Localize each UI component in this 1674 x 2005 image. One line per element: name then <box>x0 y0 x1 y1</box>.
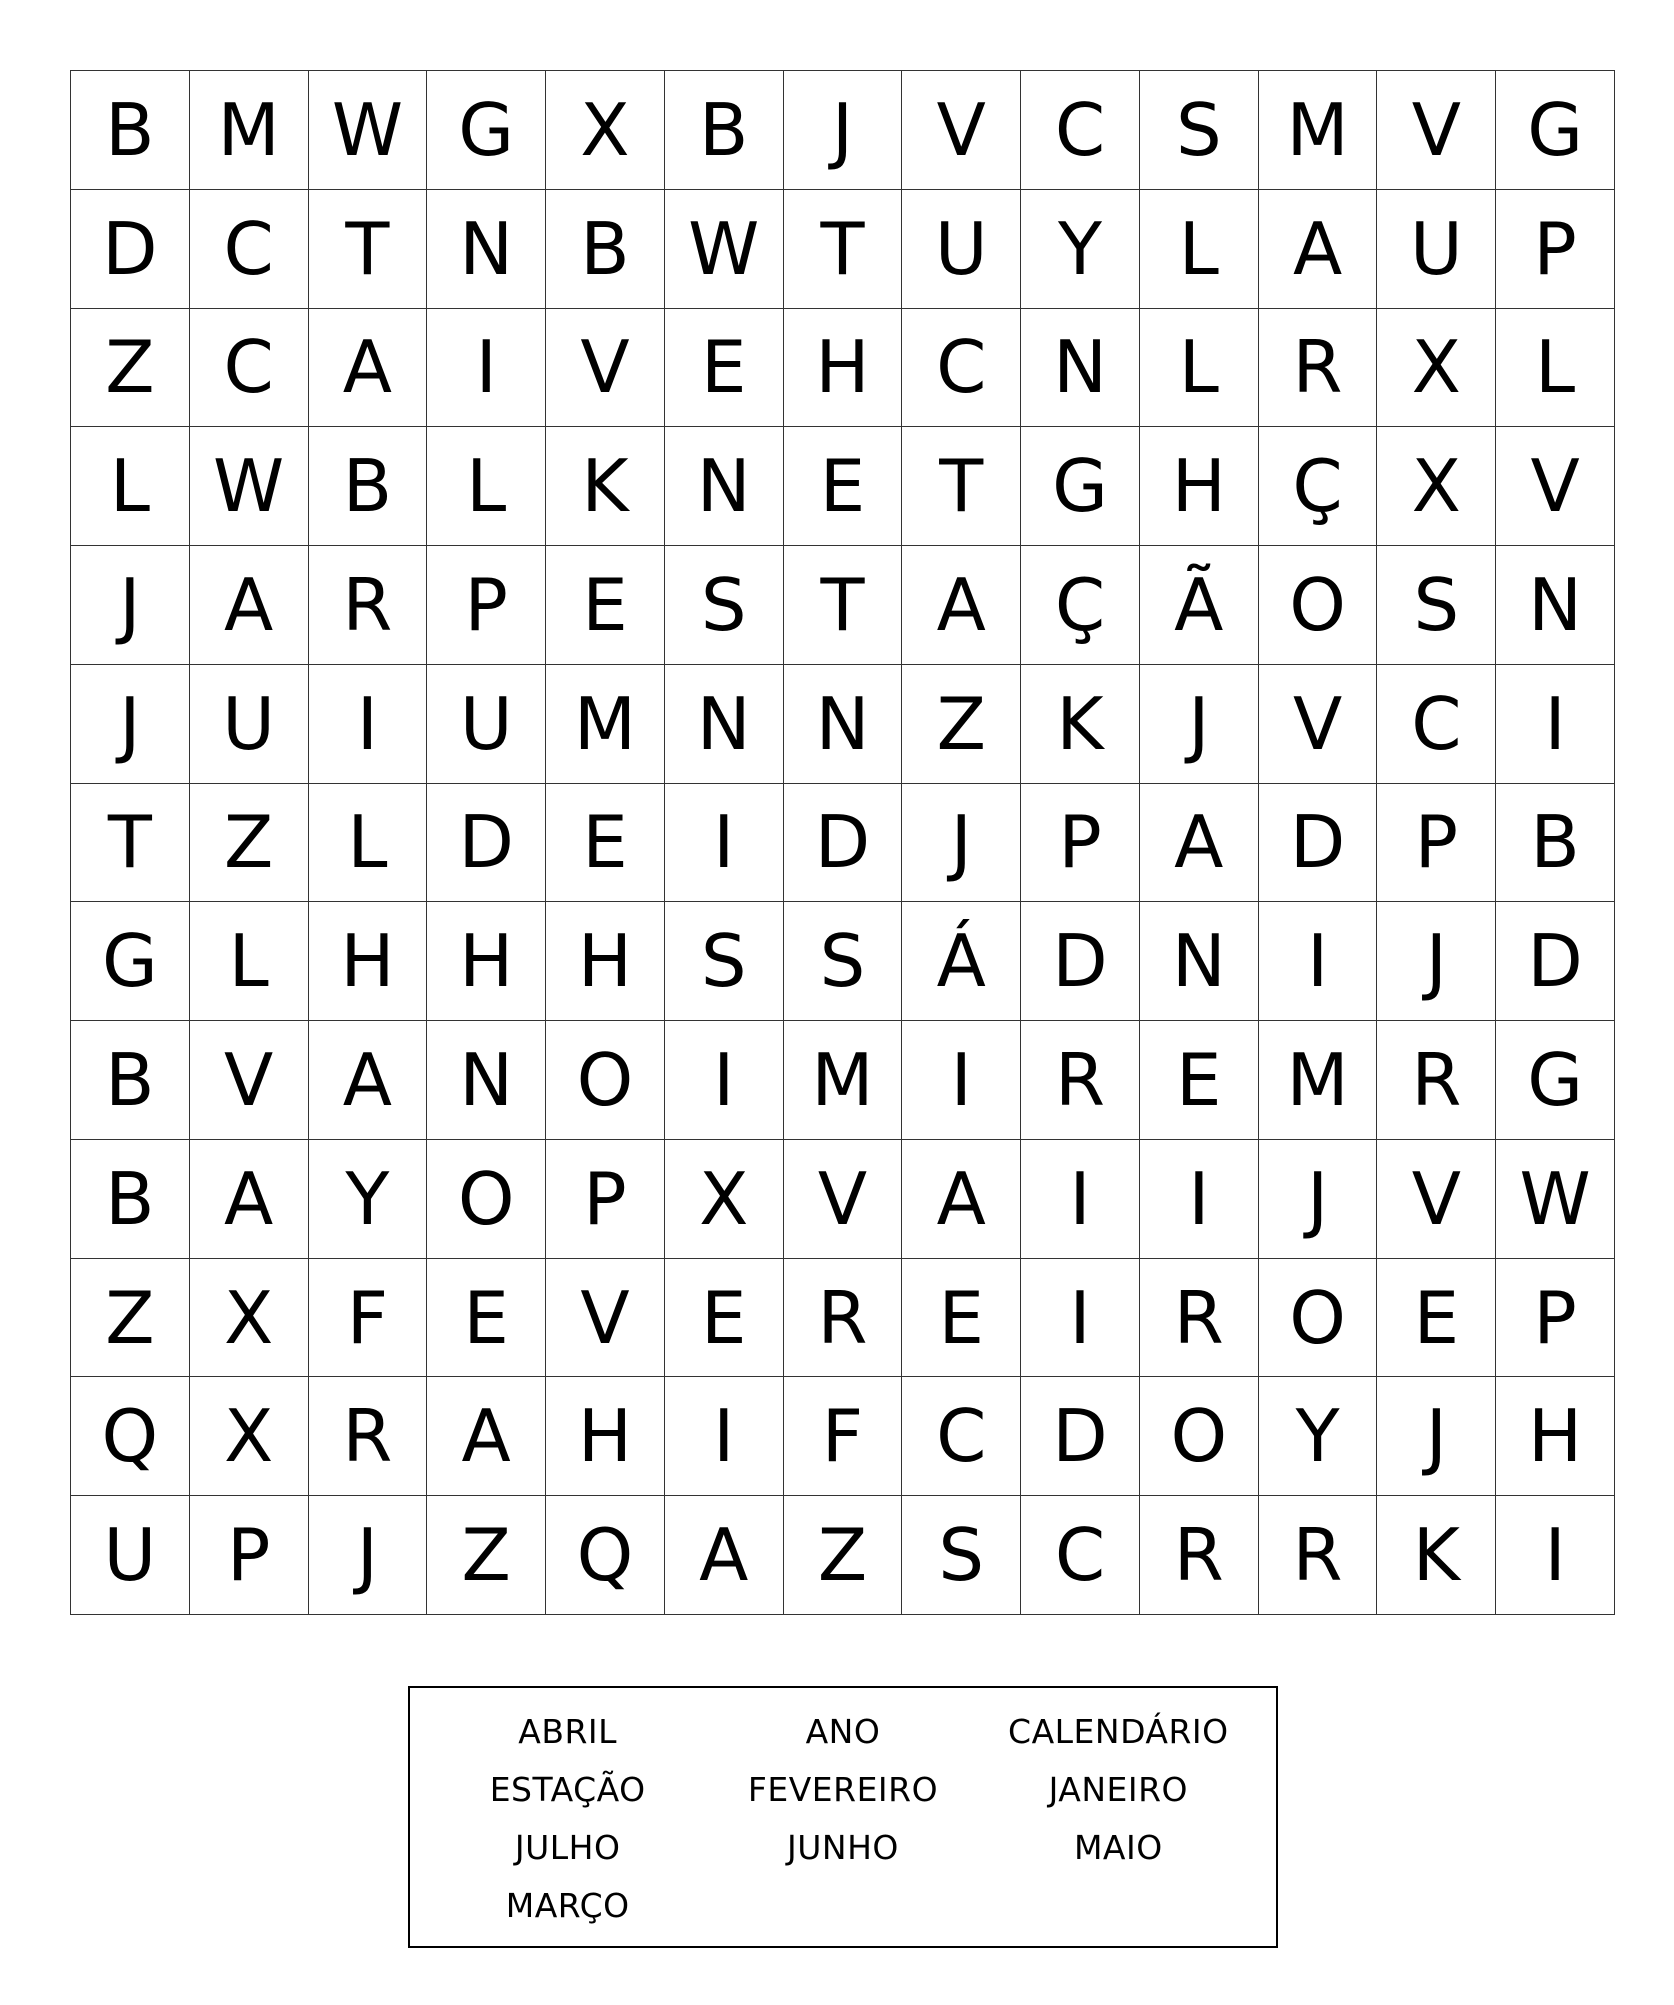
grid-cell[interactable]: S <box>902 1496 1021 1615</box>
grid-cell[interactable]: L <box>1140 309 1259 428</box>
grid-cell[interactable]: S <box>1377 546 1496 665</box>
grid-cell[interactable]: J <box>1377 902 1496 1021</box>
grid-cell[interactable]: I <box>1259 902 1378 1021</box>
word-list-item: JULHO <box>514 1827 621 1867</box>
grid-cell[interactable]: H <box>1140 427 1259 546</box>
grid-cell[interactable]: I <box>427 309 546 428</box>
grid-cell[interactable]: I <box>1496 1496 1615 1615</box>
word-list-item: ESTAÇÃO <box>489 1769 646 1809</box>
grid-cell[interactable]: L <box>71 427 190 546</box>
grid-cell[interactable]: T <box>784 190 903 309</box>
grid-cell[interactable]: G <box>1021 427 1140 546</box>
grid-cell[interactable]: I <box>902 1021 1021 1140</box>
grid-cell[interactable]: O <box>1140 1377 1259 1496</box>
grid-cell[interactable]: W <box>190 427 309 546</box>
grid-cell[interactable]: R <box>1259 309 1378 428</box>
word-list-item: MAIO <box>1073 1827 1163 1867</box>
grid-cell[interactable]: B <box>1496 784 1615 903</box>
grid-cell[interactable]: S <box>665 902 784 1021</box>
grid-cell[interactable]: R <box>1140 1496 1259 1615</box>
word-list-item: CALENDÁRIO <box>1008 1711 1229 1751</box>
grid-cell[interactable]: B <box>71 1140 190 1259</box>
grid-cell[interactable]: A <box>309 1021 428 1140</box>
grid-cell[interactable]: J <box>71 546 190 665</box>
grid-cell[interactable]: Y <box>309 1140 428 1259</box>
grid-cell[interactable]: U <box>902 190 1021 309</box>
grid-cell[interactable]: V <box>784 1140 903 1259</box>
grid-cell[interactable]: D <box>1259 784 1378 903</box>
grid-cell[interactable]: N <box>1496 546 1615 665</box>
grid-cell[interactable]: U <box>71 1496 190 1615</box>
grid-cell[interactable]: W <box>309 71 428 190</box>
grid-cell[interactable]: V <box>546 1259 665 1378</box>
grid-cell[interactable]: E <box>427 1259 546 1378</box>
grid-cell[interactable]: B <box>309 427 428 546</box>
grid-cell[interactable]: P <box>1021 784 1140 903</box>
grid-cell[interactable]: U <box>190 665 309 784</box>
grid-cell[interactable]: J <box>71 665 190 784</box>
grid-cell[interactable]: T <box>784 546 903 665</box>
grid-cell[interactable]: R <box>309 1377 428 1496</box>
grid-cell[interactable]: N <box>427 1021 546 1140</box>
grid-cell[interactable]: Á <box>902 902 1021 1021</box>
grid-cell[interactable]: T <box>902 427 1021 546</box>
grid-cell[interactable]: V <box>902 71 1021 190</box>
grid-cell[interactable]: R <box>1140 1259 1259 1378</box>
grid-cell[interactable]: Z <box>71 309 190 428</box>
grid-cell[interactable]: U <box>427 665 546 784</box>
grid-cell[interactable]: J <box>1140 665 1259 784</box>
grid-cell[interactable]: Z <box>784 1496 903 1615</box>
grid-cell[interactable]: R <box>1021 1021 1140 1140</box>
grid-cell[interactable]: O <box>1259 546 1378 665</box>
grid-cell[interactable]: I <box>309 665 428 784</box>
grid-cell[interactable]: D <box>1021 1377 1140 1496</box>
grid-cell[interactable]: I <box>1021 1140 1140 1259</box>
word-list-item: JUNHO <box>787 1827 899 1867</box>
grid-cell[interactable]: M <box>546 665 665 784</box>
grid-cell[interactable]: Q <box>71 1377 190 1496</box>
grid-cell[interactable]: A <box>309 309 428 428</box>
grid-cell[interactable]: Z <box>427 1496 546 1615</box>
grid-cell[interactable]: A <box>427 1377 546 1496</box>
grid-cell[interactable]: N <box>1140 902 1259 1021</box>
grid-cell[interactable]: Ç <box>1021 546 1140 665</box>
grid-cell[interactable]: C <box>190 190 309 309</box>
grid-cell[interactable]: C <box>1377 665 1496 784</box>
grid-cell[interactable]: W <box>1496 1140 1615 1259</box>
grid-cell[interactable]: Y <box>1259 1377 1378 1496</box>
grid-cell[interactable]: V <box>190 1021 309 1140</box>
grid-cell[interactable]: K <box>1377 1496 1496 1615</box>
word-list-item: MARÇO <box>505 1885 630 1925</box>
grid-cell[interactable]: C <box>190 309 309 428</box>
grid-cell[interactable]: D <box>784 784 903 903</box>
grid-cell[interactable]: A <box>1259 190 1378 309</box>
grid-cell[interactable]: A <box>902 1140 1021 1259</box>
grid-cell[interactable]: X <box>1377 309 1496 428</box>
word-list <box>408 1686 1278 1948</box>
grid-cell[interactable]: I <box>665 1021 784 1140</box>
grid-cell[interactable]: G <box>71 902 190 1021</box>
grid-cell[interactable]: H <box>784 309 903 428</box>
grid-cell[interactable]: O <box>1259 1259 1378 1378</box>
grid-cell[interactable]: E <box>665 1259 784 1378</box>
grid-cell[interactable]: E <box>784 427 903 546</box>
grid-cell[interactable]: X <box>190 1377 309 1496</box>
grid-cell[interactable]: V <box>546 309 665 428</box>
grid-cell[interactable]: V <box>1377 1140 1496 1259</box>
grid-cell[interactable]: D <box>427 784 546 903</box>
grid-cell[interactable]: D <box>1496 902 1615 1021</box>
grid-cell[interactable]: A <box>190 546 309 665</box>
grid-cell[interactable]: A <box>1140 784 1259 903</box>
grid-cell[interactable]: H <box>546 1377 665 1496</box>
grid-cell[interactable]: M <box>1259 1021 1378 1140</box>
grid-cell[interactable]: E <box>902 1259 1021 1378</box>
grid-cell[interactable]: N <box>427 190 546 309</box>
grid-cell[interactable]: N <box>665 427 784 546</box>
grid-cell[interactable]: V <box>1496 427 1615 546</box>
grid-cell[interactable]: G <box>1496 1021 1615 1140</box>
grid-cell[interactable]: N <box>665 665 784 784</box>
grid-cell[interactable]: H <box>427 902 546 1021</box>
grid-cell[interactable]: O <box>427 1140 546 1259</box>
grid-cell[interactable]: P <box>546 1140 665 1259</box>
grid-cell[interactable]: A <box>665 1496 784 1615</box>
grid-cell[interactable]: V <box>1259 665 1378 784</box>
grid-cell[interactable]: R <box>1259 1496 1378 1615</box>
grid-cell[interactable]: R <box>309 546 428 665</box>
grid-cell[interactable]: G <box>1496 71 1615 190</box>
grid-cell[interactable]: P <box>1377 784 1496 903</box>
word-list-item: FEVEREIRO <box>747 1769 939 1809</box>
grid-cell[interactable]: I <box>1140 1140 1259 1259</box>
grid-cell[interactable]: D <box>71 190 190 309</box>
grid-cell[interactable]: Y <box>1021 190 1140 309</box>
grid-cell[interactable]: Ç <box>1259 427 1378 546</box>
grid-cell[interactable]: L <box>1496 309 1615 428</box>
grid-cell[interactable]: N <box>784 665 903 784</box>
grid-cell[interactable]: D <box>1021 902 1140 1021</box>
grid-cell[interactable]: H <box>309 902 428 1021</box>
grid-cell[interactable]: F <box>784 1377 903 1496</box>
grid-cell[interactable]: B <box>665 71 784 190</box>
grid-cell[interactable]: O <box>546 1021 665 1140</box>
grid-cell[interactable]: X <box>1377 427 1496 546</box>
grid-cell[interactable]: K <box>1021 665 1140 784</box>
grid-cell[interactable]: N <box>1021 309 1140 428</box>
word-list-item: ABRIL <box>518 1711 618 1751</box>
grid-cell[interactable]: Q <box>546 1496 665 1615</box>
grid-cell[interactable]: Z <box>190 784 309 903</box>
grid-cell[interactable]: H <box>546 902 665 1021</box>
grid-cell[interactable]: J <box>902 784 1021 903</box>
grid-cell[interactable]: T <box>71 784 190 903</box>
grid-cell[interactable]: S <box>784 902 903 1021</box>
grid-cell[interactable]: P <box>1496 1259 1615 1378</box>
grid-cell[interactable]: L <box>1140 190 1259 309</box>
grid-cell[interactable]: W <box>665 190 784 309</box>
grid-cell[interactable]: Z <box>902 665 1021 784</box>
grid-cell[interactable]: E <box>1377 1259 1496 1378</box>
grid-cell[interactable]: F <box>309 1259 428 1378</box>
grid-cell[interactable]: J <box>309 1496 428 1615</box>
grid-cell[interactable]: S <box>665 546 784 665</box>
grid-cell[interactable]: H <box>1496 1377 1615 1496</box>
grid-cell[interactable]: J <box>1259 1140 1378 1259</box>
grid-cell[interactable]: E <box>546 546 665 665</box>
grid-cell[interactable]: R <box>1377 1021 1496 1140</box>
grid-cell[interactable]: X <box>190 1259 309 1378</box>
grid-cell[interactable]: C <box>1021 1496 1140 1615</box>
grid-cell[interactable]: E <box>546 784 665 903</box>
grid-cell[interactable]: L <box>309 784 428 903</box>
grid-cell[interactable]: B <box>71 1021 190 1140</box>
grid-cell[interactable]: R <box>784 1259 903 1378</box>
word-search-grid <box>70 70 1615 1615</box>
grid-cell[interactable]: E <box>665 309 784 428</box>
grid-cell[interactable]: K <box>546 427 665 546</box>
grid-cell[interactable]: E <box>1140 1021 1259 1140</box>
grid-cell[interactable]: I <box>665 784 784 903</box>
grid-cell[interactable]: I <box>1021 1259 1140 1378</box>
grid-cell[interactable]: J <box>1377 1377 1496 1496</box>
grid-cell[interactable]: Z <box>71 1259 190 1378</box>
grid-cell[interactable]: C <box>902 309 1021 428</box>
grid-cell[interactable]: I <box>665 1377 784 1496</box>
word-list-item: JANEIRO <box>1048 1769 1189 1809</box>
grid-cell[interactable]: P <box>1496 190 1615 309</box>
grid-cell[interactable]: V <box>1377 71 1496 190</box>
grid-cell[interactable]: I <box>1496 665 1615 784</box>
grid-cell[interactable]: M <box>190 71 309 190</box>
grid-cell[interactable]: L <box>427 427 546 546</box>
grid-cell[interactable]: B <box>546 190 665 309</box>
grid-cell[interactable]: J <box>784 71 903 190</box>
grid-cell[interactable]: P <box>427 546 546 665</box>
grid-cell[interactable]: Ã <box>1140 546 1259 665</box>
grid-cell[interactable]: C <box>902 1377 1021 1496</box>
grid-cell[interactable]: L <box>190 902 309 1021</box>
grid-cell[interactable]: A <box>190 1140 309 1259</box>
grid-cell[interactable]: S <box>1140 71 1259 190</box>
grid-cell[interactable]: A <box>902 546 1021 665</box>
word-list-item: ANO <box>805 1711 881 1751</box>
grid-cell[interactable]: U <box>1377 190 1496 309</box>
grid-cell[interactable]: T <box>309 190 428 309</box>
grid-cell[interactable]: G <box>427 71 546 190</box>
grid-cell[interactable]: P <box>190 1496 309 1615</box>
grid-cell[interactable]: X <box>546 71 665 190</box>
grid-cell[interactable]: B <box>71 71 190 190</box>
grid-cell[interactable]: C <box>1021 71 1140 190</box>
grid-cell[interactable]: M <box>1259 71 1378 190</box>
grid-cell[interactable]: X <box>665 1140 784 1259</box>
grid-cell[interactable]: M <box>784 1021 903 1140</box>
